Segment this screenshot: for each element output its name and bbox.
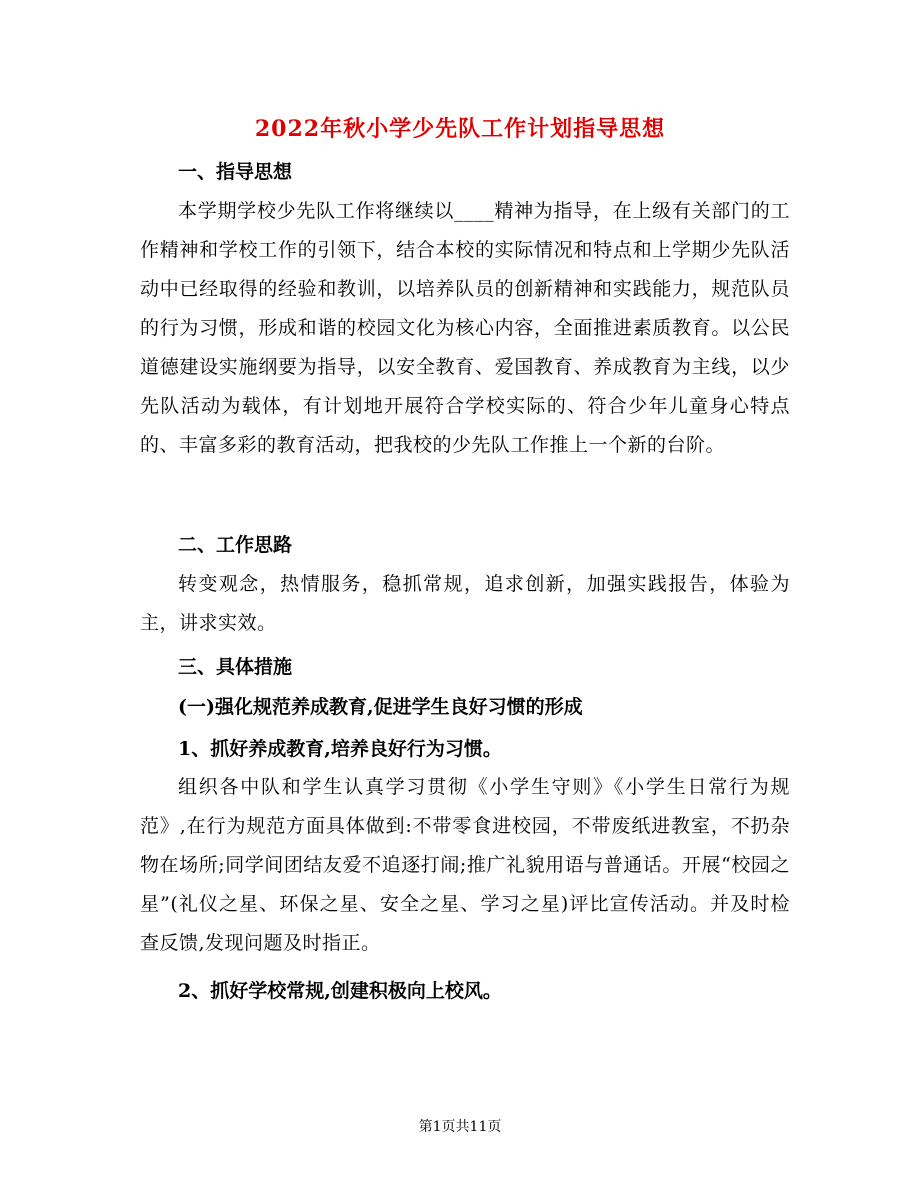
section-paragraph-work-approach: 转变观念，热情服务，稳抓常规，追求创新，加强实践报告，体验为主，讲求实效。 (140, 573, 790, 634)
section-paragraph-measures: 组织各中队和学生认真学习贯彻《小学生守则》《小学生日常行为规范》,在行为规范方面具体做到:不带零食进校园，不带废纸进教室，不扔杂物在场所;同学间团结友爱不追逐打闹;推广礼貌用语与普通话。开展“校园之星”(礼仪之星、环保之星、安全之星、学习之星)评比宣传活动。并及时检查反馈,发现问题及时指正。 (140, 776, 790, 954)
section-heading-guiding-ideology: 一、指导思想 (178, 161, 293, 183)
subheading-item-1: 1、抓好养成教育,培养良好行为习惯。 (178, 738, 502, 760)
document-title: 2022年秋小学少先队工作计划指导思想 (254, 116, 666, 142)
section-paragraph-guiding-ideology: 本学期学校少先队工作将继续以____精神为指导，在上级有关部门的工作精神和学校工作的引领下，结合本校的实际情况和特点和上学期少先队活动中已经取得的经验和教训，以培养队员的创新精神和实践能力，规范队员的行为习惯，形成和谐的校园文化为核心内容，全面推进素质教育。以公民道德建设实施纲要为指导，以安全教育、爱国教育、养成教育为主线，以少先队活动为载体，有计划地开展符合学校实际的、符合少年儿童身心特点的、丰富多彩的教育活动，把我校的少先队工作推上一个新的台阶。 (140, 200, 790, 456)
subheading-item-2: 2、抓好学校常规,创建积极向上校风。 (178, 980, 502, 1002)
page-footer: 第1页共11页 (418, 1119, 502, 1135)
section-heading-work-approach: 二、工作思路 (178, 534, 293, 556)
subheading-habit-education: (一)强化规范养成教育,促进学生良好习惯的形成 (178, 696, 583, 718)
section-heading-specific-measures: 三、具体措施 (178, 656, 293, 678)
